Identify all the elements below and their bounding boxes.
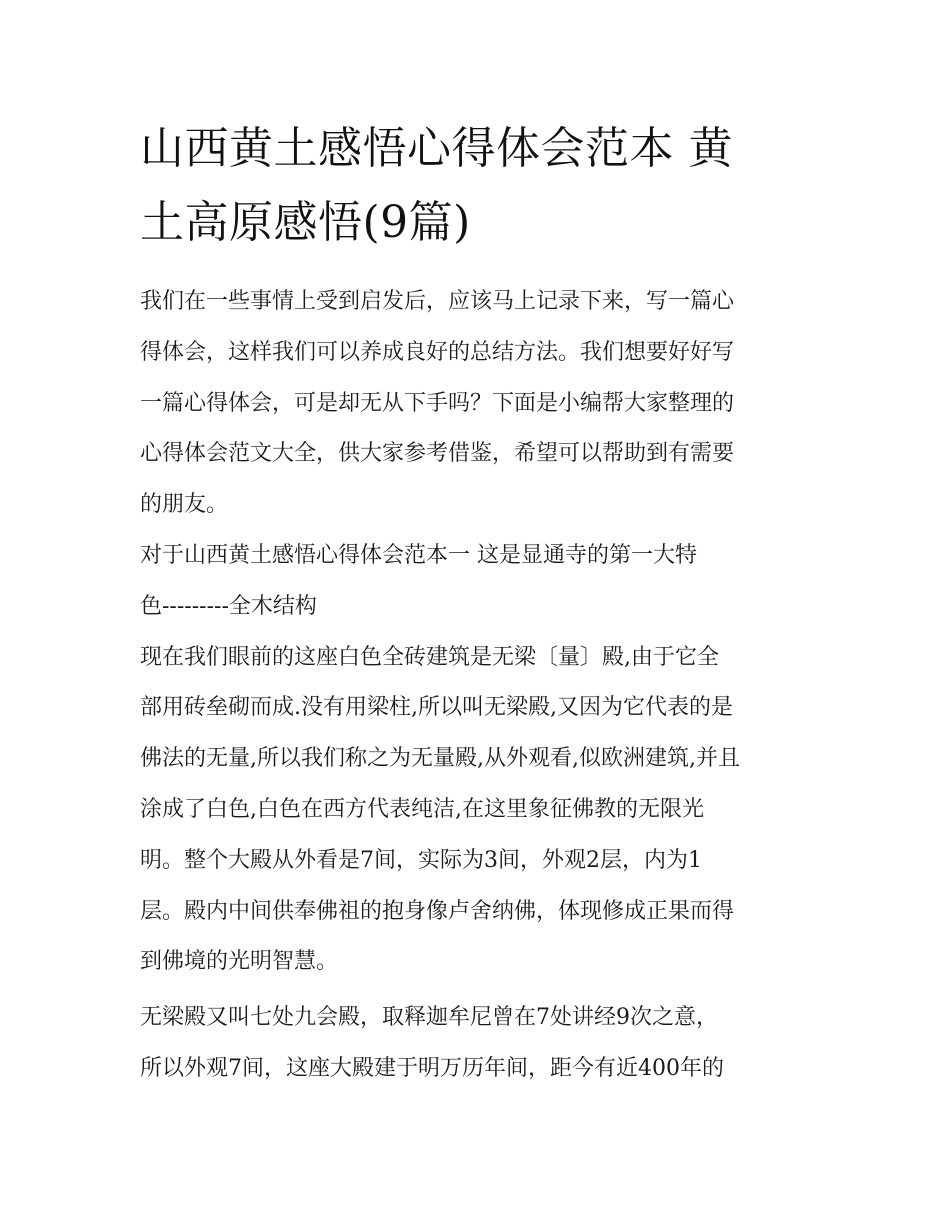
text-line: 得体会，这样我们可以养成良好的总结方法。我们想要好好写: [140, 339, 735, 365]
text-line: 无梁殿又叫七处九会殿，取释迦牟尼曾在7处讲经9次之意，: [140, 1005, 718, 1031]
text-line: 涂成了白色,白色在西方代表纯洁,在这里象征佛教的无限光: [140, 796, 704, 822]
document-body: [140, 277, 820, 1095]
text-line: 佛法的无量,所以我们称之为无量殿,从外观看,似欧洲建筑,并且: [140, 746, 740, 772]
text-line: 的朋友。: [140, 492, 229, 518]
title-line: 山西黄土感悟心得体会范本 黄: [140, 123, 733, 174]
text-line: 现在我们眼前的这座白色全砖建筑是无梁〔量〕殿,由于它全: [140, 644, 719, 670]
text-line: 一篇心得体会，可是却无从下手吗？下面是小编帮大家整理的: [140, 390, 735, 416]
text-line: 色---------全木结构: [140, 593, 317, 619]
text-line: 所以外观7间，这座大殿建于明万历年间，距今有近400年的: [140, 1055, 724, 1081]
text-line: 心得体会范文大全，供大家参考借鉴，希望可以帮助到有需要: [140, 441, 735, 467]
text-line: 我们在一些事情上受到启发后，应该马上记录下来，写一篇心: [140, 289, 735, 314]
paragraph-seven-nine: [140, 993, 820, 1095]
text-line: 部用砖垒砌而成.没有用梁柱,所以叫无梁殿,又因为它代表的是: [140, 695, 733, 721]
text-line: 到佛境的光明智慧。: [140, 949, 339, 975]
paragraph-intro: [140, 277, 820, 531]
text-line: 对于山西黄土感悟心得体会范本一 这是显通寺的第一大特: [140, 542, 697, 568]
document-title: [140, 112, 820, 260]
paragraph-wuliang-hall: [140, 633, 820, 989]
text-line: 明。整个大殿从外看是7间，实际为3间，外观2层，内为1: [140, 847, 702, 873]
paragraph-section-heading: [140, 531, 820, 633]
title-line: 土高原感悟(9篇): [140, 197, 471, 248]
text-line: 层。殿内中间供奉佛祖的抱身像卢舍纳佛，体现修成正果而得: [140, 898, 735, 924]
